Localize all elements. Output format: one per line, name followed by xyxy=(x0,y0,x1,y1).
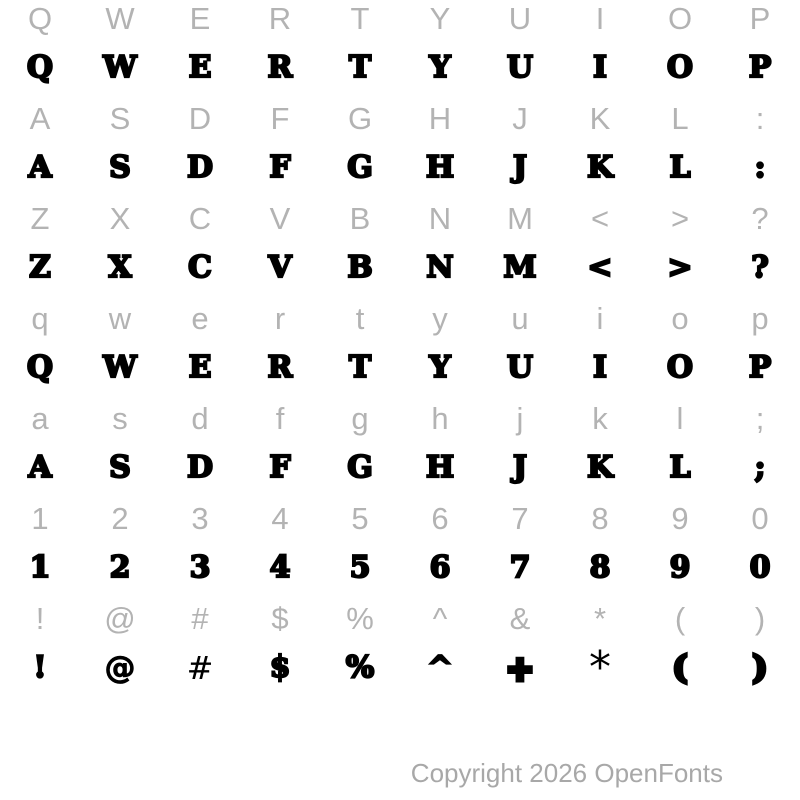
glyph-row-specimen xyxy=(0,543,800,593)
glyph-specimen: K xyxy=(586,450,614,485)
glyph-reference: y xyxy=(432,300,448,336)
glyph-specimen: F xyxy=(269,450,291,485)
glyph-reference: j xyxy=(516,400,524,436)
glyph-reference: D xyxy=(188,100,212,136)
footer xyxy=(411,757,723,789)
glyph-specimen: X xyxy=(108,250,132,285)
glyph-specimen: O xyxy=(666,50,694,85)
glyph-specimen: G xyxy=(347,150,373,185)
glyph-reference: t xyxy=(355,300,365,336)
glyph-reference: U xyxy=(508,0,532,36)
glyph-reference: G xyxy=(347,100,373,136)
glyph-reference: q xyxy=(31,300,49,336)
glyph-specimen: 6 xyxy=(429,550,451,585)
glyph-row-reference xyxy=(0,393,800,443)
glyph-specimen: E xyxy=(188,50,212,85)
glyph-reference: < xyxy=(590,200,610,236)
glyph-specimen: D xyxy=(186,450,213,485)
glyph-reference: C xyxy=(188,200,212,236)
glyph-reference: N xyxy=(428,200,452,236)
glyph-reference: Z xyxy=(30,200,50,236)
glyph-reference: ! xyxy=(35,600,45,636)
glyph-reference: w xyxy=(108,300,132,336)
glyph-specimen: + xyxy=(506,648,534,688)
glyph-reference: P xyxy=(749,0,771,36)
glyph-reference: V xyxy=(269,200,291,236)
glyph-specimen: 9 xyxy=(669,550,691,585)
glyph-specimen: V xyxy=(268,250,292,285)
glyph-specimen: ( xyxy=(672,649,688,686)
glyph-reference: F xyxy=(270,100,290,136)
glyph-reference: ^ xyxy=(432,600,448,636)
glyph-specimen: K xyxy=(586,150,614,185)
glyph-specimen: L xyxy=(669,150,691,185)
glyph-specimen: D xyxy=(186,150,213,185)
glyph-reference: # xyxy=(191,600,209,636)
glyph-reference: E xyxy=(189,0,211,36)
glyph-reference: f xyxy=(275,400,285,436)
glyph-specimen: E xyxy=(188,350,212,385)
glyph-specimen: % xyxy=(345,650,375,685)
glyph-reference: B xyxy=(349,200,371,236)
glyph-specimen: S xyxy=(109,150,131,185)
glyph-reference: O xyxy=(667,0,693,36)
glyph-specimen: Q xyxy=(26,350,54,385)
glyph-reference: J xyxy=(512,100,528,136)
glyph-reference: 4 xyxy=(271,500,289,536)
glyph-reference: 6 xyxy=(431,500,449,536)
glyph-reference: * xyxy=(593,600,607,636)
glyph-specimen: * xyxy=(589,642,611,693)
glyph-specimen: @ xyxy=(104,649,136,686)
glyph-reference: ; xyxy=(755,400,765,436)
glyph-reference: @ xyxy=(104,600,136,636)
glyph-row-specimen xyxy=(0,643,800,693)
glyph-reference: 0 xyxy=(751,500,769,536)
glyph-row-reference xyxy=(0,593,800,643)
glyph-row-specimen xyxy=(0,143,800,193)
glyph-row-reference xyxy=(0,493,800,543)
glyph-reference: g xyxy=(351,400,369,436)
glyph-specimen: P xyxy=(748,350,772,385)
glyph-reference: T xyxy=(350,0,370,36)
glyph-specimen: 3 xyxy=(189,550,211,585)
glyph-reference: s xyxy=(112,400,128,436)
glyph-specimen: B xyxy=(347,250,373,285)
glyph-reference: p xyxy=(751,300,769,336)
glyph-specimen: > xyxy=(667,250,693,285)
glyph-reference: W xyxy=(105,0,135,36)
glyph-specimen: F xyxy=(269,150,291,185)
glyph-specimen: M xyxy=(503,250,537,285)
glyph-reference: ) xyxy=(754,600,766,636)
glyph-specimen: J xyxy=(512,450,528,485)
glyph-specimen: I xyxy=(592,350,608,385)
glyph-specimen: O xyxy=(666,350,694,385)
glyph-specimen: ; xyxy=(754,450,766,485)
glyph-reference: h xyxy=(431,400,449,436)
glyph-reference: 7 xyxy=(511,500,529,536)
glyph-reference: H xyxy=(428,100,452,136)
glyph-specimen: 2 xyxy=(109,550,131,585)
glyph-reference: M xyxy=(507,200,533,236)
glyph-row-specimen xyxy=(0,243,800,293)
glyph-reference: 3 xyxy=(191,500,209,536)
glyph-specimen: H xyxy=(425,450,455,485)
glyph-specimen: ^ xyxy=(427,650,453,685)
glyph-reference: u xyxy=(511,300,529,336)
glyph-row-specimen xyxy=(0,343,800,393)
glyph-reference: i xyxy=(596,300,604,336)
glyph-specimen: $ xyxy=(269,650,291,685)
glyph-specimen: : xyxy=(754,150,766,185)
glyph-specimen: W xyxy=(103,350,137,385)
glyph-reference: d xyxy=(191,400,209,436)
glyph-specimen: W xyxy=(103,50,137,85)
glyph-specimen: J xyxy=(512,150,528,185)
glyph-reference: X xyxy=(109,200,131,236)
glyph-reference: > xyxy=(670,200,690,236)
glyph-specimen: R xyxy=(267,50,293,85)
glyph-row-specimen xyxy=(0,43,800,93)
glyph-specimen: Q xyxy=(26,50,54,85)
copyright-text: Copyright 2026 OpenFonts xyxy=(410,757,723,788)
glyph-row-reference xyxy=(0,193,800,243)
glyph-specimen: P xyxy=(748,50,772,85)
glyph-reference: ( xyxy=(674,600,686,636)
glyph-specimen: ? xyxy=(751,250,769,285)
glyph-reference: ? xyxy=(751,200,769,236)
glyph-specimen: I xyxy=(592,50,608,85)
glyph-reference: Y xyxy=(429,0,451,36)
glyph-specimen: R xyxy=(267,350,293,385)
glyph-reference: 5 xyxy=(351,500,369,536)
glyph-reference: o xyxy=(671,300,689,336)
glyph-specimen: U xyxy=(506,50,534,85)
glyph-specimen: T xyxy=(348,350,372,385)
glyph-specimen: H xyxy=(425,150,455,185)
glyph-reference: K xyxy=(589,100,611,136)
glyph-reference: A xyxy=(29,100,51,136)
glyph-reference: I xyxy=(595,0,605,36)
glyph-specimen: ) xyxy=(752,649,768,686)
glyph-specimen: Y xyxy=(429,50,451,85)
glyph-specimen: G xyxy=(347,450,373,485)
glyph-reference: : xyxy=(755,100,765,136)
glyph-specimen: 5 xyxy=(349,550,371,585)
glyph-reference: $ xyxy=(271,600,289,636)
glyph-specimen: 8 xyxy=(589,550,611,585)
glyph-reference: 9 xyxy=(671,500,689,536)
glyph-row-specimen xyxy=(0,443,800,493)
glyph-reference: & xyxy=(509,600,531,636)
glyph-reference: 8 xyxy=(591,500,609,536)
glyph-specimen: 0 xyxy=(749,550,771,585)
glyph-reference: L xyxy=(671,100,689,136)
glyph-row-reference xyxy=(0,0,800,43)
glyph-reference: r xyxy=(274,300,286,336)
glyph-reference: l xyxy=(676,400,684,436)
glyph-specimen: U xyxy=(506,350,534,385)
glyph-specimen: 4 xyxy=(269,550,291,585)
glyph-specimen: # xyxy=(186,649,214,687)
glyph-specimen: A xyxy=(28,450,52,485)
glyph-specimen: Y xyxy=(429,350,451,385)
glyph-reference: Q xyxy=(27,0,53,36)
glyph-reference: S xyxy=(109,100,131,136)
glyph-specimen: A xyxy=(28,150,52,185)
glyph-reference: k xyxy=(592,400,608,436)
glyph-reference: 1 xyxy=(31,500,49,536)
glyph-row-reference xyxy=(0,293,800,343)
glyph-specimen: ! xyxy=(33,650,47,685)
glyph-specimen: Z xyxy=(29,250,51,285)
glyph-specimen: 7 xyxy=(509,550,531,585)
glyph-reference: 2 xyxy=(111,500,129,536)
glyph-specimen: < xyxy=(587,250,613,285)
glyph-reference: % xyxy=(346,600,374,636)
glyph-specimen: 1 xyxy=(29,550,51,585)
glyph-reference: a xyxy=(31,400,49,436)
glyph-specimen: N xyxy=(426,250,454,285)
glyph-row-reference xyxy=(0,93,800,143)
glyph-specimen: L xyxy=(669,450,691,485)
glyph-reference: e xyxy=(191,300,209,336)
glyph-specimen: T xyxy=(348,50,372,85)
glyph-specimen: C xyxy=(188,250,212,285)
glyph-specimen: S xyxy=(109,450,131,485)
glyph-reference: R xyxy=(268,0,292,36)
